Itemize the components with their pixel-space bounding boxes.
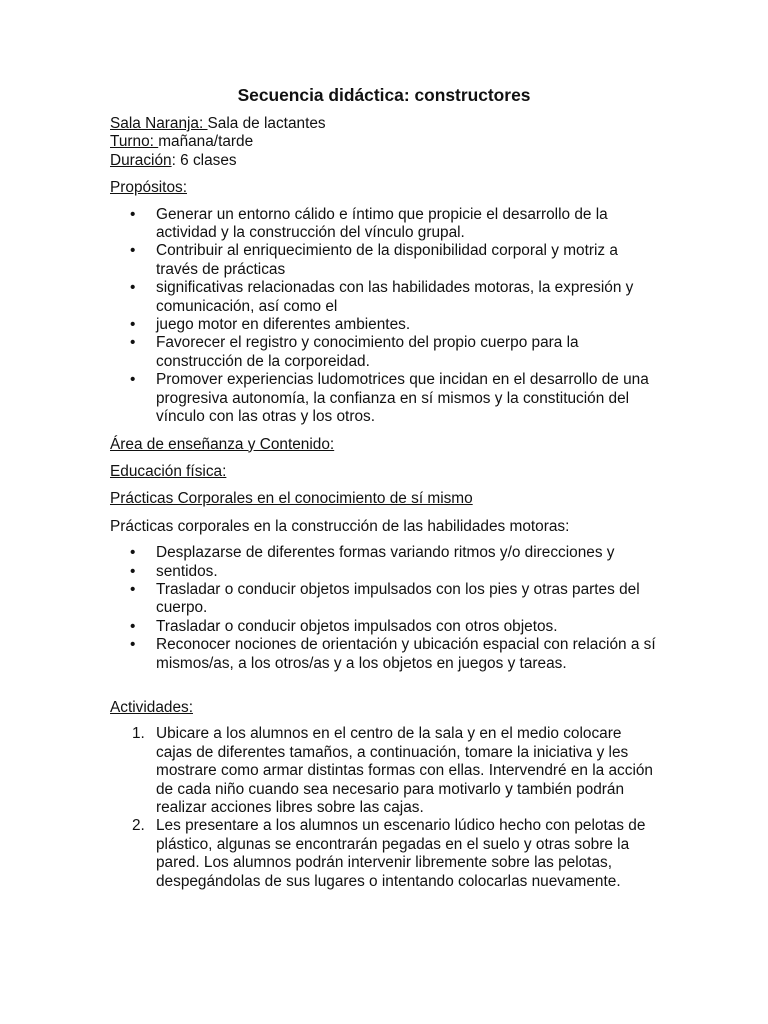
turno-line — [110, 133, 658, 151]
list-item: • Favorecer el registro y conocimiento del propio cuerpo para la construcción de la corporeidad. — [130, 334, 579, 370]
bullet-icon: • — [130, 205, 136, 223]
duracion-value: : 6 clases — [171, 151, 237, 169]
bullet-icon: • — [130, 279, 136, 297]
turno-value: mañana/tarde — [158, 133, 254, 151]
list-item: 2. Les presentare a los alumnos un escenario lúdico hecho con pelotas de plástico, algunas se encontrarán pegadas en el suelo y otras sobre la pared. Los alumnos podrán intervenir libremente sobre las pelotas, despegándolas de sus lugares o intentando colocarlas nuevamente. — [132, 817, 646, 890]
bullet-icon: • — [130, 242, 136, 260]
practicas-intro: Prácticas corporales en la construcción de las habilidades motoras: — [110, 517, 570, 535]
actividades-heading: Actividades: — [110, 698, 193, 716]
duracion-line — [110, 152, 658, 170]
list-item: • Promover experiencias ludomotrices que incidan en el desarrollo de una progresiva autonomía, la confianza en sí mismos y la constitución del vínculo con las otras y los otros. — [130, 371, 649, 426]
list-item: • Desplazarse de diferentes formas variando ritmos y/o direcciones y — [130, 544, 615, 562]
sala-value: Sala de lactantes — [207, 115, 326, 132]
area-heading: Área de enseñanza y Contenido: — [110, 435, 335, 453]
contenidos-list — [110, 544, 658, 673]
list-item: • Contribuir al enriquecimiento de la disponibilidad corporal y motriz a través de prácticas — [130, 242, 618, 278]
list-item: • juego motor en diferentes ambientes. — [130, 316, 411, 334]
list-item: • Trasladar o conducir objetos impulsados con los pies y otras partes del cuerpo. — [130, 580, 640, 617]
document-title: Secuencia didáctica: constructores — [237, 85, 531, 105]
sala-label: Sala Naranja: — [110, 115, 208, 132]
list-item: • Reconocer nociones de orientación y ubicación espacial con relación a sí mismos/as, a los otros/as y a los objetos en juegos y tareas. — [130, 636, 656, 672]
list-item: • sentidos. — [130, 562, 218, 580]
list-item: • Generar un entorno cálido e íntimo que propicie el desarrollo de la actividad y la construcción del vínculo grupal. — [130, 205, 608, 242]
bullet-icon: • — [130, 371, 136, 389]
bullet-icon: • — [130, 636, 136, 654]
list-item: • significativas relacionadas con las habilidades motoras, la expresión y comunicación, así como el — [130, 279, 634, 315]
list-item: 1. Ubicare a los alumnos en el centro de la sala y en el medio colocare cajas de diferentes tamaños, a continuación, tomare la iniciativa y les mostrare como armar distintas formas con ellas. Intervendré en la acción de cada niño cuando sea necesario para motivarlo y también podrán realizar acciones libres sobre las cajas. — [132, 725, 653, 816]
bullet-icon: • — [130, 580, 136, 598]
propositos-heading: Propósitos: — [110, 179, 187, 197]
bullet-icon: • — [130, 334, 136, 352]
duracion-label: Duración — [110, 151, 172, 169]
turno-label: Turno: — [110, 133, 159, 151]
propositos-list — [110, 206, 658, 427]
list-item: • Trasladar o conducir objetos impulsados con otros objetos. — [130, 617, 558, 635]
sala-line — [110, 115, 658, 133]
bullet-icon: • — [130, 316, 136, 334]
practicas-title: Prácticas Corporales en el conocimiento de sí mismo — [110, 490, 473, 508]
bullet-icon: • — [130, 617, 136, 635]
bullet-icon: • — [130, 562, 136, 580]
bullet-icon: • — [130, 544, 136, 562]
subject-heading: Educación física: — [110, 462, 227, 480]
actividades-list — [110, 725, 658, 891]
